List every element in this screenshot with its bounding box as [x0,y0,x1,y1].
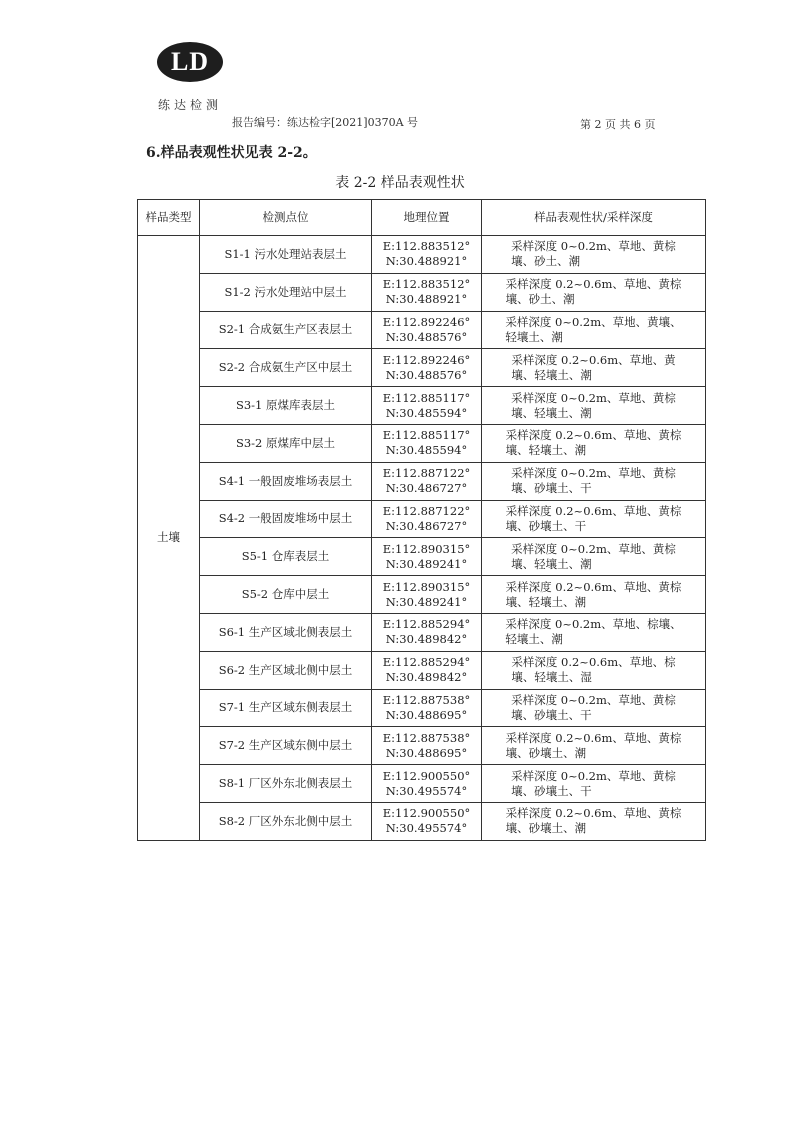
longitude-text: E:112.887122° [382,503,471,518]
test-point-cell: S3-2 原煤库中层土 [200,424,372,462]
table-body [138,236,706,841]
appearance-cell [482,651,706,689]
latitude-text: N:30.488576° [385,329,468,344]
appearance-cell [482,236,706,274]
appearance-line: 采样深度 0~0.2m、草地、棕壤、 [505,617,682,632]
appearance-line: 壤、砂土、潮 [505,292,575,307]
location-cell [372,424,482,462]
latitude-text: N:30.486727° [385,518,468,533]
test-point-cell: S3-1 原煤库表层土 [200,387,372,425]
appearance-line: 轻壤土、潮 [505,632,563,647]
latitude-text: N:30.488576° [385,367,468,382]
table-row [138,651,706,689]
appearance-text [511,655,675,685]
appearance-cell [482,273,706,311]
location-cell [372,765,482,803]
location-cell [372,802,482,840]
test-point-cell: S2-1 合成氨生产区表层土 [200,311,372,349]
appearance-line: 采样深度 0.2~0.6m、草地、黄棕 [505,730,682,745]
longitude-text: E:112.887538° [382,730,471,745]
latitude-text: N:30.488921° [385,292,468,307]
test-point-cell: S4-1 一般固废堆场表层土 [200,462,372,500]
appearance-text [506,806,682,836]
table-row [138,311,706,349]
page-info: 第 2 页 共 6 页 [580,118,656,131]
appearance-line: 采样深度 0~0.2m、草地、黄棕 [511,390,676,405]
appearance-line: 壤、轻壤土、潮 [511,556,592,571]
appearance-line: 采样深度 0.2~0.6m、草地、黄棕 [505,806,682,821]
appearance-line: 壤、轻壤土、潮 [505,443,587,458]
appearance-cell [482,689,706,727]
longitude-text: E:112.883512° [382,277,471,292]
location-cell [372,576,482,614]
test-point-cell: S5-2 仓库中层土 [200,576,372,614]
company-logo [150,42,230,113]
latitude-text: N:30.488921° [385,254,468,269]
table-row [138,462,706,500]
appearance-text [506,504,682,534]
location-cell [372,500,482,538]
appearance-cell [482,424,706,462]
longitude-text: E:112.887122° [382,466,471,481]
header-test-point: 检测点位 [200,200,372,236]
longitude-text: E:112.890315° [382,541,471,556]
table-row [138,727,706,765]
appearance-line: 采样深度 0~0.2m、草地、黄壤、 [505,314,682,329]
latitude-text: N:30.489842° [385,632,468,647]
appearance-line: 采样深度 0.2~0.6m、草地、黄棕 [505,579,682,594]
latitude-text: N:30.485594° [385,443,468,458]
location-cell [372,538,482,576]
longitude-text: E:112.887538° [382,692,471,707]
section-heading: 6.样品表观性状见表 2-2。 [146,145,317,161]
location-cell [372,689,482,727]
appearance-cell [482,802,706,840]
report-number: 报告编号：练达检字[2021]0370A 号 [232,116,419,129]
header-location: 地理位置 [372,200,482,236]
location-cell [372,349,482,387]
appearance-line: 采样深度 0~0.2m、草地、黄棕 [511,541,676,556]
latitude-text: N:30.489842° [385,670,468,685]
appearance-text [511,769,676,799]
appearance-text [505,617,681,647]
test-point-cell: S5-1 仓库表层土 [200,538,372,576]
table-caption: 表 2-2 样品表观性状 [335,175,465,191]
appearance-cell [482,349,706,387]
appearance-line: 壤、轻壤土、潮 [511,405,592,420]
test-point-cell: S7-2 生产区域东侧中层土 [200,727,372,765]
table-row [138,349,706,387]
location-cell [372,273,482,311]
appearance-cell [482,387,706,425]
latitude-text: N:30.489241° [385,556,468,571]
header-sample-type: 样品类型 [138,200,200,236]
table-row [138,236,706,274]
sample-appearance-table [137,199,706,841]
appearance-line: 壤、轻壤土、潮 [511,367,592,382]
table-row [138,424,706,462]
appearance-line: 壤、轻壤土、湿 [511,670,592,685]
location-cell [372,651,482,689]
appearance-text [505,315,681,345]
table-row [138,613,706,651]
appearance-line: 采样深度 0.2~0.6m、草地、黄棕 [505,503,682,518]
location-cell [372,727,482,765]
appearance-text [511,693,676,723]
longitude-text: E:112.885294° [382,617,471,632]
test-point-cell: S7-1 生产区域东侧表层土 [200,689,372,727]
test-point-cell: S1-1 污水处理站表层土 [200,236,372,274]
longitude-text: E:112.885294° [382,655,471,670]
table-row [138,802,706,840]
location-cell [372,311,482,349]
appearance-text [506,580,682,610]
latitude-text: N:30.486727° [385,481,468,496]
table-row [138,387,706,425]
appearance-text [511,466,676,496]
appearance-cell [482,765,706,803]
latitude-text: N:30.495574° [385,821,468,836]
longitude-text: E:112.892246° [382,314,471,329]
test-point-cell: S1-2 污水处理站中层土 [200,273,372,311]
appearance-line: 壤、砂土、潮 [511,254,581,269]
appearance-line: 采样深度 0~0.2m、草地、黄棕 [511,692,676,707]
location-cell [372,462,482,500]
test-point-cell: S6-2 生产区域北侧中层土 [200,651,372,689]
table-row [138,538,706,576]
appearance-line: 壤、砂壤土、干 [505,518,587,533]
test-point-cell: S2-2 合成氨生产区中层土 [200,349,372,387]
latitude-text: N:30.485594° [385,405,468,420]
table-row [138,273,706,311]
header-appearance: 样品表观性状/采样深度 [482,200,706,236]
appearance-line: 采样深度 0.2~0.6m、草地、黄 [511,352,676,367]
appearance-line: 采样深度 0~0.2m、草地、黄棕 [511,768,676,783]
appearance-line: 采样深度 0.2~0.6m、草地、黄棕 [505,428,682,443]
appearance-line: 壤、砂壤土、潮 [505,821,587,836]
latitude-text: N:30.489241° [385,594,468,609]
appearance-text [511,239,676,269]
appearance-line: 采样深度 0.2~0.6m、草地、棕 [511,655,676,670]
longitude-text: E:112.890315° [382,579,471,594]
appearance-text [511,391,676,421]
latitude-text: N:30.488695° [385,745,468,760]
appearance-text [511,353,675,383]
appearance-line: 轻壤土、潮 [505,329,563,344]
test-point-cell: S6-1 生产区域北侧表层土 [200,613,372,651]
location-cell [372,613,482,651]
table-row [138,500,706,538]
appearance-cell [482,576,706,614]
appearance-text [506,731,682,761]
appearance-text [506,428,682,458]
longitude-text: E:112.883512° [382,239,471,254]
test-point-cell: S8-1 厂区外东北侧表层土 [200,765,372,803]
table-row [138,576,706,614]
appearance-line: 壤、砂壤土、干 [511,707,592,722]
test-point-cell: S4-2 一般固废堆场中层土 [200,500,372,538]
logo-emblem [157,42,223,82]
longitude-text: E:112.900550° [382,768,471,783]
appearance-cell [482,727,706,765]
appearance-line: 采样深度 0~0.2m、草地、黄棕 [511,466,676,481]
longitude-text: E:112.885117° [382,390,471,405]
longitude-text: E:112.885117° [382,428,471,443]
appearance-cell [482,311,706,349]
appearance-line: 壤、砂壤土、潮 [505,745,587,760]
sample-type-cell: 土壤 [138,236,200,841]
appearance-cell [482,613,706,651]
longitude-text: E:112.892246° [382,352,471,367]
latitude-text: N:30.488695° [385,707,468,722]
logo-caption: 练达检测 [157,98,222,112]
appearance-line: 壤、砂壤土、干 [511,783,592,798]
appearance-text [511,542,676,572]
table-header-row [138,200,706,236]
test-point-cell: S8-2 厂区外东北侧中层土 [200,802,372,840]
appearance-line: 采样深度 0.2~0.6m、草地、黄棕 [505,277,682,292]
longitude-text: E:112.900550° [382,806,471,821]
location-cell [372,387,482,425]
latitude-text: N:30.495574° [385,783,468,798]
table-row [138,689,706,727]
appearance-cell [482,500,706,538]
logo-text: LD [170,47,210,76]
appearance-line: 壤、轻壤土、潮 [505,594,587,609]
appearance-line: 壤、砂壤土、干 [511,481,592,496]
appearance-line: 采样深度 0~0.2m、草地、黄棕 [511,239,676,254]
appearance-cell [482,462,706,500]
appearance-cell [482,538,706,576]
location-cell [372,236,482,274]
table-row [138,765,706,803]
appearance-text [506,277,682,307]
